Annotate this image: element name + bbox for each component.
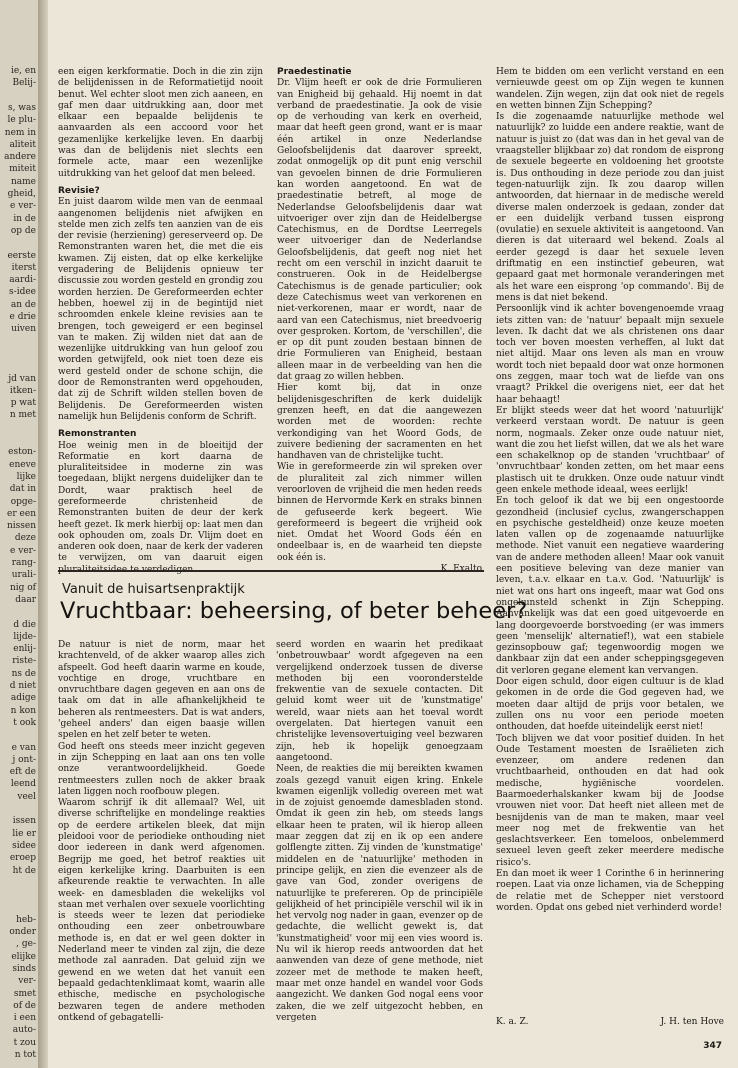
margin-fragment: , ge- bbox=[16, 939, 36, 950]
paragraph: Door eigen schuld, door eigen cultuur is de klad gekomen in de orde die God gegeven had, we moeten daar altijd de prijs voor betalen, we zullen ons nu voor een periode moeten onthouden, dat hoefde uiteindelijk eerst niet! bbox=[496, 677, 724, 733]
margin-fragment: of de bbox=[13, 1000, 36, 1011]
margin-fragment: miteit bbox=[9, 164, 36, 175]
margin-fragment: e ver- bbox=[10, 545, 36, 556]
margin-fragment: p wat bbox=[10, 398, 36, 409]
margin-fragment: nig of bbox=[9, 582, 36, 593]
margin-fragment: d niet bbox=[9, 681, 36, 691]
margin-fragment: issen bbox=[12, 816, 36, 827]
paragraph: Hier komt bij, dat in onze belijdenisgeschriften de kerk duidelijk grenzen heeft, en dat die aangewezen worden met de woorden: rechte verkondiging van het Woord Gods, de zuivere bediening der sacramenten en het handhaven van de christelijke tucht. bbox=[277, 383, 482, 462]
paragraph: En juist daarom wilde men van de eenmaal aangenomen belijdenis niet afwijken en stelde men zich zelfs ten aanzien van de eis der revisie (herziening) gereserveerd op. De Remonstranten waren het, die met die eis kwamen. Zij eisten, dat op elke kerkelijke vergadering de Belijdenis opnieuw ter discussie zou worden gesteld en grondig zou worden herzien. De Gereformeerden echter hebben, hoewel zij in de begintijd niet schroomden enkele kleine revisies aan te brengen, toch geweigerd er een beginsel van te maken. Zij wilden niet dat aan de wezenlijke uitdrukking van hun geloof zou worden getwijfeld, ook niet toen deze eis werd gesteld onder de schone schijn, die door de Remonstranten werd opgehouden, dat zij de Schrift wilden stellen boven de Belijdenis. De Gereformeerden wisten namelijk hun Belijdenis conform de Schrift. bbox=[58, 197, 264, 422]
paragraph: En toch geloof ik dat we bij een ongestoorde gezondheid (inclusief cyclus, zwangerschappen en psychische gesteldheid) onze keuze moeten laten vallen op de zogenaamde natuurlijke methode. Niet vanuit een negatieve waardering van de andere methoden alleen! Maar ook vanuit een positieve beleving van deze manier van leven, t.a.v. elkaar en t.a.v. God. 'Natuurlijk' is niet wat ons hart ons ingeeft, maar wat God ons ongekunsteld schenkt in Zijn Schepping. Aanvankelijk was dat een goed uitgevoerde en lang doorgevoerde borstvoeding (er was immers geen 'menselijk' alternatief!), wat een stabiele gezinsopbouw gaf; tegenwoordig mogen we dankbaar zijn dat een ander scheppingsgegeven dit verloren gegane element kan vervangen. bbox=[496, 496, 724, 676]
margin-fragment: ht de bbox=[12, 865, 36, 876]
margin-fragment: Belij- bbox=[12, 78, 36, 89]
margin-fragment: uiven bbox=[11, 324, 36, 335]
paragraph: Is die zogenaamde natuurlijke methode wel natuurlijk? zo luidde een andere reaktie, want de natuur is juist zo (dat was dan in het geval van de vraagsteller blijkbaar zo) dat rondom de eisprong de sexuele begeerte en voldoening het grootste is. Dus onthouding in deze periode zou dan juist tegen-natuurlijk zijn. Ik zou daarop willen antwoorden, dat hiernaar in de medische wereld diverse malen onderzoek is gedaan, zonder dat er een duidelijk verband tussen eisprong (ovulatie) en sexuele aktiviteit is aangetoond. Van dieren is dat uiteraard wel bekend. Zoals al eerder gezegd is daar het sexuele leven driftmatig en een instinctief gebeuren, wat gepaard gaat met hormonale veranderingen met als het ware een eisprong 'op commando'. Bij de mens is dat niet bekend. bbox=[496, 112, 724, 303]
margin-fragment: e drie bbox=[9, 312, 36, 322]
margin-fragment: eroep bbox=[9, 853, 36, 864]
margin-fragment: n tot bbox=[14, 1050, 36, 1060]
margin-fragment: urali- bbox=[11, 570, 36, 581]
article-column-2 bbox=[277, 67, 482, 567]
paragraph: Toch blijven we dat voor positief duiden. In het Oude Testament moesten de Israëlieten zich evenzeer, om andere redenen dan vruchtbaarheid, onthouden en dat had ook medische, hygiënische voordelen. Baarmoederhalskanker kwam bij de Joodse vrouwen niet voor. Dat heeft niet alleen met de besnijdenis van de man te maken, maar veel meer nog met de frekwentie van het geslachtsverkeer. Een tomeloos, onbelemmerd sexueel leven geeft zeker meerdere medische risico's. bbox=[496, 733, 724, 868]
paragraph: Dr. Vlijm heeft er ook de drie Formulieren van Enigheid bij gehaald. Hij noemt in dat verband de praedestinatie. Ja ook de visie op de verhouding van kerk en overheid, maar dat heeft geen grond, want er is maar één artikel in onze Nederlandse Geloofsbelijdenis dat daarover spreekt, zodat onmogelijk op dit punt enig verschil van gevoelen binnen de drie Formulieren kan worden aangetoond. En wat de praedestinatie betreft, al moge de Nederlandse Geloofsbelijdenis daar wat uitvoeriger over zijn dan de Heidelbergse Catechismus, en de Dordtse Leerregels weer uitvoeriger dan de Nederlandse Geloofsbelijdenis, dat geeft nog niet het recht om een verschil in inzicht daaruit te construeren. Ook in de Heidelbergse Catechismus is de genade particulier; ook deze Catechismus weet van verkorenen en niet-verkorenen, maar er wordt, naar de aard van een Catechismus, niet breedvoerig over gesproken. Kortom, de 'verschillen', die er op dit punt zouden bestaan binnen de drie Formulieren van Enigheid, bestaan alleen maar in de verbeelding van hen die dat graag zo willen hebben. bbox=[277, 78, 482, 383]
margin-fragment: itken- bbox=[9, 385, 36, 396]
margin-fragment: le plu- bbox=[7, 115, 36, 126]
margin-fragment: eston- bbox=[8, 447, 36, 458]
margin-fragment: in de bbox=[13, 213, 36, 224]
margin-fragment: n met bbox=[9, 410, 36, 421]
margin-fragment: e ver- bbox=[10, 201, 36, 212]
margin-fragment: d die bbox=[13, 619, 36, 630]
margin-fragment: leend bbox=[10, 779, 36, 790]
margin-fragment: auto- bbox=[12, 1025, 36, 1036]
previous-page-edge bbox=[0, 0, 46, 1068]
margin-fragment: smet bbox=[13, 988, 36, 999]
article-kicker: Vanuit de huisartsenpraktijk bbox=[62, 582, 245, 597]
paragraph: Hem te bidden om een verlicht verstand en een vernieuwde geest om op Zijn wegen te kunnen wandelen. Zijn wegen, zijn dat ook niet de regels en wetten binnen Zijn Schepping? bbox=[496, 67, 724, 111]
margin-fragment: enlij- bbox=[13, 644, 36, 655]
margin-fragment: lie er bbox=[12, 828, 36, 839]
margin-fragment: dat in bbox=[9, 484, 36, 495]
article-column-3 bbox=[496, 67, 724, 1013]
margin-fragment: s, was bbox=[7, 102, 36, 113]
paragraph: een eigen kerkformatie. Doch in die zin zijn de belijdenissen in de Reformatietijd nooit benut. Wel echter sloot men zich aaneen, en gaf men daar uitdrukking aan, door met elkaar een bepaalde belijdenis te aanvaarden als een accoord voor het gezamenlijke kerkelijke leven. En daarbij was dan de belijdenis niet slechts een formele acte, maar een wezenlijke uitdrukking van het geloof dat men beleed. bbox=[58, 67, 263, 179]
margin-fragment: onder bbox=[9, 927, 36, 937]
page-number: 347 bbox=[703, 1041, 722, 1051]
paragraph: En dan moet ik weer 1 Corinthe 6 in herinnering roepen. Laat via onze lichamen, via de Schepping de relatie met de Schepper niet verstoord worden. Opdat ons gebed niet verhinderd worde! bbox=[496, 869, 724, 913]
margin-fragment: aardi- bbox=[9, 275, 36, 286]
margin-fragment: nissen bbox=[6, 521, 36, 532]
margin-fragment: daar bbox=[15, 594, 36, 605]
margin-fragment: n kon bbox=[10, 705, 36, 716]
article-column-1 bbox=[58, 67, 263, 567]
margin-fragment: opge- bbox=[10, 496, 36, 507]
paragraph: Wie in gereformeerde zin wil spreken over de pluraliteit zal zich nimmer willen veroorloven de vrijheid die men heden reeds binnen de Hervormde Kerk en straks binnen de gefuseerde kerk begeert. Wie gereformeerd is begeert die vrijheid ook niet. Omdat het Woord Gods één en ondeelbaar is, en de waarheid ten diepste ook één is. bbox=[277, 462, 482, 563]
margin-fragment: heb- bbox=[16, 914, 36, 925]
margin-fragment: t ook bbox=[13, 717, 36, 728]
paragraph: Neen, de reakties die mij bereikten kwamen zoals gezegd vanuit eigen kring. Enkele kwamen eigenlijk volledig overeen met wat in de zojuist genoemde damesbladen stond. Omdat ik geen zin heb, om steeds langs elkaar heen te praten, wil ik hierop alleen maar zeggen dat zij en ik op een andere golflengte zitten. Zij vinden de 'kunstmatige' middelen en de 'natuurlijke' methoden in principe gelijk, en zien die evenzeer als de gave van God, zonder overigens de natuurlijke te prefereren. Op de principiële gelijkheid of het principiële verschil wil ik in het vervolg nog nader in gaan, evenzer op de gedachte, die wellicht gewekt is, dat 'kunstmatigheid' voor mij een vies woord is. Nu wil ik hierop reeds antwoorden dat het aanwenden van deze of gene methode, niet zozeer met de methode te maken heeft, maar met onze handel en wandel voor Gods aangezicht. We danken God nogal eens voor zaken, die we zelf uitgezocht hebben, en vergeten bbox=[276, 764, 484, 1023]
margin-fragment: iterst bbox=[11, 262, 36, 273]
margin-fragment: aliteit bbox=[9, 139, 36, 150]
margin-fragment: t zou bbox=[13, 1037, 36, 1048]
margin-fragment: sidee bbox=[12, 840, 36, 851]
article2-column-b bbox=[276, 640, 483, 1060]
binding-shadow bbox=[38, 0, 48, 1068]
article-headline: Vruchtbaar: beheersing, of beter beheer? bbox=[60, 598, 528, 624]
margin-fragment: j ont- bbox=[12, 754, 36, 765]
signoff-left: K. a. Z. bbox=[496, 1017, 529, 1027]
paragraph: seerd worden en waarin het predikaat 'onbetrouwbaar' wordt afgegeven na een vergelijkend onderzoek tussen de diverse methoden bij een vooronderstelde frekwentie van de sexuele contacten. Dit geluid komt weer uit de 'kunstmatige' wereld, waar niets aan het toeval wordt overgelaten. Dat hiertegen vanuit een christelijke levensovertuiging veel bezwaren zijn, heb ik hopelijk genoegzaam aangetoond. bbox=[276, 640, 483, 763]
margin-fragment: ie, en bbox=[10, 66, 36, 76]
article2-column-a bbox=[58, 640, 265, 1060]
margin-fragment: eft de bbox=[9, 767, 36, 778]
margin-fragment: e van bbox=[11, 742, 36, 753]
margin-fragment: lijke bbox=[16, 471, 36, 482]
margin-fragment: ver- bbox=[18, 976, 36, 987]
margin-fragment: ns de bbox=[11, 668, 36, 679]
margin-fragment: eerste bbox=[7, 250, 36, 261]
margin-fragment: lijde- bbox=[13, 631, 36, 642]
margin-fragment: sinds bbox=[12, 963, 36, 974]
paragraph: Er blijkt steeds weer dat het woord 'natuurlijk' verkeerd verstaan wordt. De natuur is geen norm, nogmaals. Zeker onze oude natuur niet, want die zou het liefst willen, dat we als het ware een schakelknop op de standen 'vruchtbaar' of 'onvruchtbaar' konden zetten, om het maar eens plastisch uit te drukken. Onze oude natuur vindt geen enkele methode ideaal, wees eerlijk! bbox=[496, 405, 724, 495]
margin-fragment: jd van bbox=[8, 373, 36, 384]
margin-fragment: andere bbox=[4, 152, 36, 163]
paragraph: God heeft ons steeds meer inzicht gegeven in zijn Schepping en laat aan ons ten volle onze verantwoordelijkheid. Goede rentmeesters zullen noch de akker braak laten liggen noch roofbouw plegen. bbox=[58, 741, 265, 797]
margin-fragment: adige bbox=[10, 693, 36, 704]
margin-fragment: riste- bbox=[12, 656, 36, 667]
section-heading: Revisie? bbox=[58, 185, 100, 196]
margin-fragment: an de bbox=[10, 299, 36, 310]
paragraph: Waarom schrijf ik dit allemaal? Wel, uit diverse schriftelijke en mondelinge reakties op de eerdere artikelen bleek, dat mijn pleidooi voor de periodieke onthouding niet door iedereen in dank werd afgenomen. Begrijp me goed, het betrof reakties uit eigen kerkelijke kring. Daarbuiten is een afkeurende reaktie te verwachten. In alle week- en damesbladen die wekelijks vol staan met verhalen over sexuele voorlichting is steeds weer te lezen dat periodieke onthouding een zeer onbetrouwbare methode is, en dat er wel geen dokter in Nederland meer te vinden zal zijn, die deze methode zal aanraden. Dat geluid zijn we gewend en we weten dat het vanuit een bepaald gedachtenklimaat komt, waarin alle ethische, medische en psychologische bezwaren tegen de andere methoden ontkend of gebagatelli- bbox=[58, 798, 265, 1023]
margin-fragment: deze bbox=[14, 533, 36, 544]
paragraph: Persoonlijk vind ik achter bovengenoemde vraag iets zitten van: de 'natuur' bepaalt mijn sexuele leven. Ik dacht dat we als christenen ons daar toch ver boven moesten verheffen, al lukt dat niet altijd. Maar ons leven als man en vrouw wordt toch niet bepaald door wat onze hormonen ons zeggen, maar toch wat de liefde van ons vraagt? Prikkel die overigens niet, eer dat het haar behaagt! bbox=[496, 304, 724, 405]
margin-fragment: gheid, bbox=[7, 189, 36, 199]
margin-fragment: i een bbox=[13, 1013, 36, 1024]
margin-fragment: nem in bbox=[4, 127, 36, 138]
margin-fragment: eneve bbox=[9, 459, 36, 470]
section-heading: Remonstranten bbox=[58, 429, 137, 440]
margin-fragment: s-idee bbox=[9, 287, 36, 298]
paragraph: De natuur is niet de norm, maar het krachtenveld, of de akker waarop alles zich afspeelt. God heeft daarin warme en koude, vochtige en droge, vruchtbare en onvruchtbare dagen gegeven en aan ons de taak om dat in alle afhankelijkheid te beheren als rentmeesters. Dat is wat anders, 'geheel anders' dan eigen baasje willen spelen en het zelf beter te weten. bbox=[58, 640, 265, 741]
margin-fragment: veel bbox=[17, 791, 36, 802]
signoff-author: J. H. ten Hove bbox=[660, 1017, 724, 1027]
margin-fragment: op de bbox=[10, 225, 36, 236]
section-heading: Praedestinatie bbox=[277, 67, 352, 77]
margin-fragment: name bbox=[10, 176, 36, 187]
margin-fragment: rang- bbox=[11, 558, 36, 568]
paragraph: Hoe weinig men in de bloeitijd der Reformatie en kort daarna de pluraliteitsidee in moderne zin was toegedaan, blijkt nergens duidelijker dan te Dordt, waar praktisch heel de gereformeerde christenheid de Remonstranten buiten de deur der kerk heeft gezet. Ik merk hierbij op: laat men dan ook ophouden om, zoals Dr. Vlijm doet en anderen ook doen, naar de kerk der vaderen te verwijzen, om van daaruit eigen bbox=[58, 440, 263, 564]
margin-fragment: elijke bbox=[11, 951, 36, 962]
margin-fragment: er een bbox=[7, 508, 36, 519]
section-divider bbox=[58, 570, 484, 572]
